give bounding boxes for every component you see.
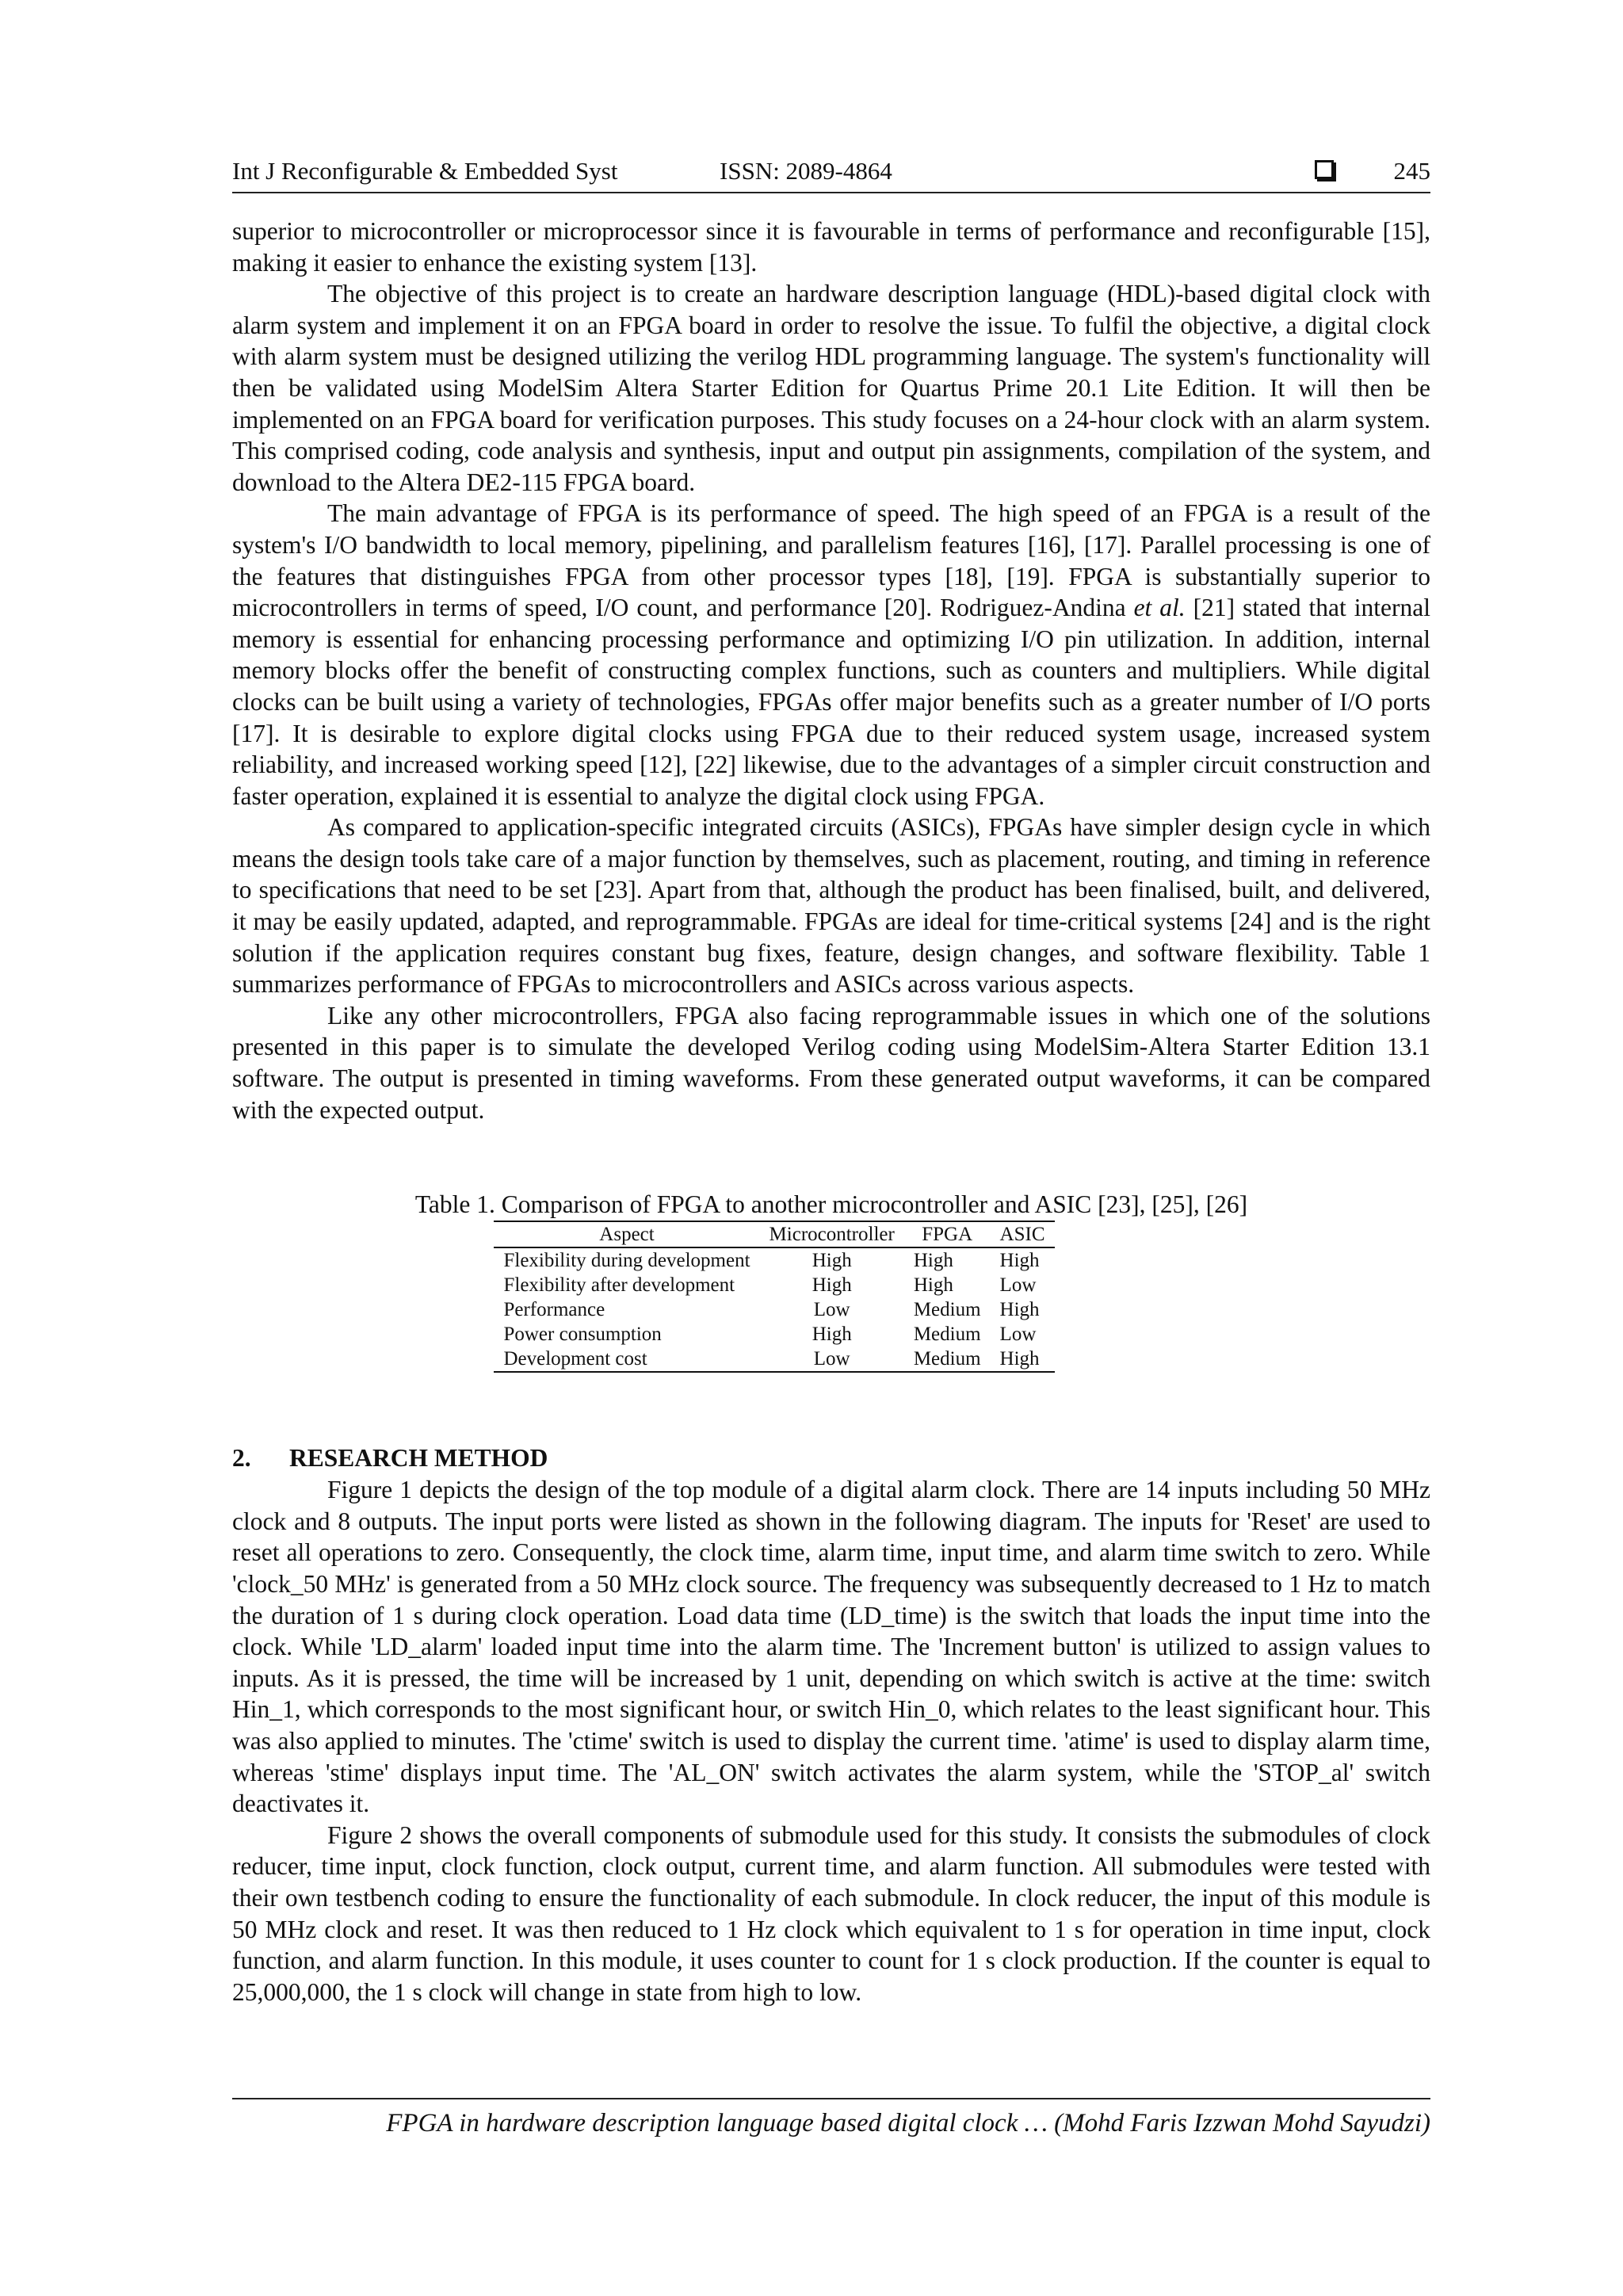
table-header-row bbox=[494, 1221, 1054, 1247]
table-row bbox=[494, 1322, 1054, 1347]
table-cell: High bbox=[999, 1348, 1040, 1370]
table-cell: Flexibility during development bbox=[503, 1250, 750, 1272]
table-cell: Power consumption bbox=[503, 1324, 662, 1346]
table-cell: Medium bbox=[913, 1324, 981, 1346]
paragraph-3-part-b: [21] stated that internal memory is essential for enhancing processing performance and optimizing I/O pin utilization. In addition, internal memory blocks offer the benefit of constructing complex functions, such as counters and multipliers. While digital clocks can be built using a variety of technologies, FPGAs offer major benefits such as a greater number of I/O ports [17]. It is desirable to explore digital clocks using FPGA due to their reduced system usage, increased system reliability, and increased working speed [12], [22] likewise, due to the advantages of a simpler circuit construction and faster operation, explained it is essential to analyze the digital clock using FPGA. bbox=[232, 594, 1430, 810]
running-header bbox=[232, 155, 1430, 193]
journal-name: Int J Reconfigurable & Embedded Syst bbox=[232, 157, 618, 185]
paragraph-6: Figure 1 depicts the design of the top module of a digital alarm clock. There are 14 inputs including 50 MHz clock and 8 outputs. The input ports were listed as shown in the following diagram. The inputs for 'Reset' are used to reset all operations to zero. Consequently, the clock time, alarm time, input time, and alarm time switch to zero. While 'clock_50 MHz' is generated from a 50 MHz clock source. The frequency was subsequently decreased to 1 Hz to match the duration of 1 s during clock operation. Load data time (LD_time) is the switch that loads the input time into the clock. While 'LD_alarm' loaded input time into the alarm time. The 'Increment button' is utilized to assign values to inputs. As it is pressed, the time will be increased by 1 unit, depending on which switch is active at the time: switch Hin_1, which corresponds to the most significant hour, or switch Hin_0, which relates to the least significant hour. This was also applied to minutes. The 'ctime' switch is used to display the current time. 'atime' is used to display alarm time, whereas 'stime' displays input time. The 'AL_ON' switch activates the alarm system, while the 'STOP_al' switch deactivates it. bbox=[232, 1476, 1430, 1818]
table-cell: High bbox=[812, 1250, 852, 1272]
table-cell: Development cost bbox=[503, 1348, 647, 1370]
issn: ISSN: 2089-4864 bbox=[720, 157, 892, 185]
table-row bbox=[494, 1297, 1054, 1322]
table-cell: Low bbox=[999, 1274, 1037, 1297]
paragraph-5: Like any other microcontrollers, FPGA also facing reprogrammable issues in which one of the solutions presented in this paper is to simulate the developed Verilog coding using ModelSim-Altera Starter Edition 13.1 software. The output is presented in timing waveforms. From these generated output waveforms, it can be compared with the expected output. bbox=[232, 1001, 1430, 1124]
table-cell: Medium bbox=[913, 1299, 981, 1321]
table-row bbox=[494, 1273, 1054, 1297]
section-title: RESEARCH METHOD bbox=[289, 1444, 548, 1473]
section-number: 2. bbox=[232, 1444, 251, 1473]
table-cell: High bbox=[913, 1274, 953, 1297]
table-cell: Low bbox=[999, 1324, 1037, 1346]
paragraph-7: Figure 2 shows the overall components of submodule used for this study. It consists the submodules of clock reducer, time input, clock function, clock output, current time, and alarm function. All submodules were tested with their own testbench coding to ensure the functionality of each submodule. In clock reducer, the input of this module is 50 MHz clock and reset. It was then reduced to 1 Hz clock which equivalent to 1 s for operation in time input, clock function, and alarm function. In this module, it uses counter to count for 1 s clock production. If the counter is equal to 25,000,000, the 1 s clock will change in state from high to low. bbox=[232, 1820, 1430, 2006]
footer-text: FPGA in hardware description language based digital clock … (Mohd Faris Izzwan Mohd Sayudzi) bbox=[386, 2109, 1430, 2137]
running-footer bbox=[232, 2098, 1430, 2147]
page-number: 245 bbox=[1393, 157, 1430, 185]
table-cell: High bbox=[999, 1250, 1040, 1272]
table-cell: Low bbox=[813, 1348, 850, 1370]
comparison-table bbox=[494, 1221, 1054, 1373]
table-cell: High bbox=[999, 1299, 1040, 1321]
page-body bbox=[232, 216, 1430, 2008]
column-header: ASIC bbox=[991, 1221, 1055, 1247]
table-cell: Low bbox=[813, 1299, 850, 1321]
table-row bbox=[494, 1247, 1054, 1273]
column-header: FPGA bbox=[904, 1221, 991, 1247]
paragraph-4: As compared to application-specific integrated circuits (ASICs), FPGAs have simpler design cycle in which means the design tools take care of a major function by themselves, such as placement, routing, and timing in reference to specifications that need to be set [23]. Apart from that, although the product has been finalised, built, and delivered, it may be easily updated, adapted, and reprogrammable. FPGAs are ideal for time-critical systems [24] and is the right solution if the application requires constant bug fixes, feature, design changes, and software flexibility. Table 1 summarizes performance of FPGAs to microcontrollers and ASICs across various aspects. bbox=[232, 813, 1430, 999]
column-header: Aspect bbox=[494, 1221, 759, 1247]
table-cell: High bbox=[913, 1250, 953, 1272]
checkbox-square-icon bbox=[1315, 160, 1334, 179]
table-cell: Flexibility after development bbox=[503, 1274, 735, 1297]
table-cell: High bbox=[812, 1274, 852, 1297]
table-cell: Performance bbox=[503, 1299, 605, 1321]
column-header: Microcontroller bbox=[760, 1221, 904, 1247]
table-row bbox=[494, 1347, 1054, 1372]
et-al: et al. bbox=[1133, 594, 1186, 622]
table-cell: Medium bbox=[913, 1348, 981, 1370]
section-heading bbox=[232, 1442, 1430, 1474]
table-cell: High bbox=[812, 1324, 852, 1346]
table-1 bbox=[232, 1189, 1430, 1373]
paragraph-2: The objective of this project is to create an hardware description language (HDL)-based digital clock with alarm system and implement it on an FPGA board in order to resolve the issue. To fulfil the objective, a digital clock with alarm system must be designed utilizing the verilog HDL programming language. The system's functionality will then be validated using ModelSim Altera Starter Edition for Quartus Prime 20.1 Lite Edition. It will then be implemented on an FPGA board for verification purposes. This study focuses on a 24-hour clock with an alarm system. This comprised coding, code analysis and synthesis, input and output pin assignments, compilation of the system, and download to the Altera DE2-115 FPGA board. bbox=[232, 280, 1430, 496]
paragraph-1: superior to microcontroller or microprocessor since it is favourable in terms of performance and reconfigurable [15], making it easier to enhance the existing system [13]. bbox=[232, 217, 1430, 277]
paragraph-3-part-a: The main advantage of FPGA is its performance of speed. The high speed of an FPGA is a result of the system's I/O bandwidth to local memory, pipelining, and parallelism features [16], [17]. Parallel processing is one of the features that distinguishes FPGA from other processor types [18], [19]. FPGA is substantially superior to microcontrollers in terms of speed, I/O count, and performance [20]. Rodriguez-Andina bbox=[232, 499, 1430, 622]
paragraph-3 bbox=[232, 498, 1430, 812]
table-caption: Table 1. Comparison of FPGA to another microcontroller and ASIC [23], [25], [26] bbox=[414, 1190, 1248, 1219]
